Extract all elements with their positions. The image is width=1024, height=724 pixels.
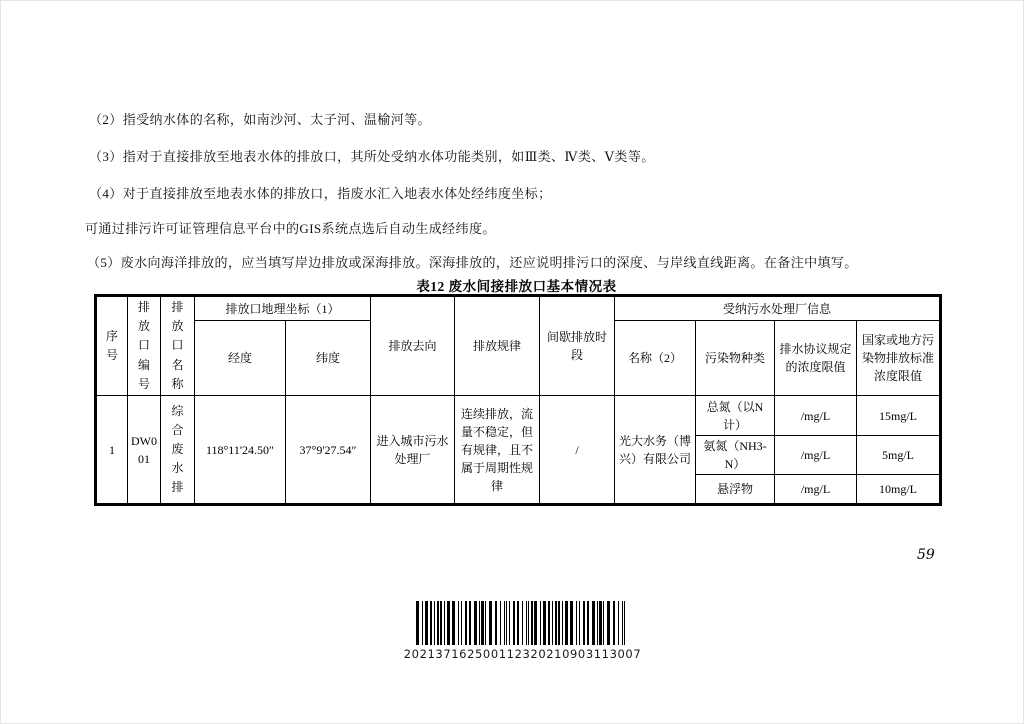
cell-latitude: 37°9'27.54″ bbox=[286, 396, 371, 505]
header-intermittent-period: 间歇排放时段 bbox=[540, 296, 615, 396]
header-discharge-pattern: 排放规律 bbox=[455, 296, 540, 396]
header-outlet-code: 排放口编号 bbox=[128, 296, 161, 396]
header-pollutant-type: 污染物种类 bbox=[696, 321, 775, 396]
table-row bbox=[96, 396, 941, 436]
paragraph-note-5: （5）废水向海洋排放的，应当填写岸边排放或深海排放。深海排放的，还应说明排污口的深度、与岸线直线距离。在备注中填写。 bbox=[87, 255, 858, 270]
cell-outlet-name: 综合废水排 bbox=[161, 396, 195, 505]
cell-standard-limit: 10mg/L bbox=[857, 475, 941, 505]
header-plant-name: 名称（2） bbox=[615, 321, 696, 396]
header-agreement-limit: 排水协议规定的浓度限值 bbox=[775, 321, 857, 396]
cell-pollutant-name: 氨氮（NH3-N） bbox=[696, 436, 775, 475]
cell-agreement-limit: /mg/L bbox=[775, 396, 857, 436]
page-number: 59 bbox=[917, 547, 935, 563]
cell-seq: 1 bbox=[96, 396, 128, 505]
wastewater-outlet-table bbox=[94, 294, 942, 506]
header-seq: 序号 bbox=[96, 296, 128, 396]
header-standard-limit: 国家或地方污染物排放标准浓度限值 bbox=[857, 321, 941, 396]
cell-discharge-pattern: 连续排放，流量不稳定，但有规律，且不属于周期性规律 bbox=[455, 396, 540, 505]
cell-standard-limit: 5mg/L bbox=[857, 436, 941, 475]
table-title: 表12 废水间接排放口基本情况表 bbox=[416, 279, 617, 294]
cell-agreement-limit: /mg/L bbox=[775, 436, 857, 475]
cell-longitude: 118°11'24.50″ bbox=[195, 396, 286, 505]
cell-standard-limit: 15mg/L bbox=[857, 396, 941, 436]
paragraph-note-3: （3）指对于直接排放至地表水体的排放口，其所处受纳水体功能类别，如Ⅲ类、Ⅳ类、Ⅴ类等。 bbox=[89, 149, 655, 164]
header-geo-coordinates-group: 排放口地理坐标（1） bbox=[195, 296, 371, 321]
cell-discharge-direction: 进入城市污水处理厂 bbox=[371, 396, 455, 505]
paragraph-note-4: （4）对于直接排放至地表水体的排放口，指废水汇入地表水体处经纬度坐标； bbox=[89, 186, 552, 201]
header-outlet-name: 排放口名称 bbox=[161, 296, 195, 396]
header-receiving-plant-group: 受纳污水处理厂信息 bbox=[615, 296, 941, 321]
cell-intermittent-period: / bbox=[540, 396, 615, 505]
paragraph-note-4-continued: 可通过排污许可证管理信息平台中的GIS系统点选后自动生成经纬度。 bbox=[85, 221, 496, 236]
cell-outlet-code: DW001 bbox=[128, 396, 161, 505]
barcode bbox=[416, 601, 629, 645]
paragraph-note-2: （2）指受纳水体的名称，如南沙河、太子河、温榆河等。 bbox=[89, 112, 431, 127]
cell-pollutant-name: 总氮（以N计） bbox=[696, 396, 775, 436]
cell-pollutant-name: 悬浮物 bbox=[696, 475, 775, 505]
header-discharge-direction: 排放去向 bbox=[371, 296, 455, 396]
barcode-number: 202137162500112320210903113007 bbox=[403, 647, 642, 661]
header-longitude: 经度 bbox=[195, 321, 286, 396]
cell-agreement-limit: /mg/L bbox=[775, 475, 857, 505]
cell-plant-name: 光大水务（博兴）有限公司 bbox=[615, 396, 696, 505]
header-latitude: 纬度 bbox=[286, 321, 371, 396]
